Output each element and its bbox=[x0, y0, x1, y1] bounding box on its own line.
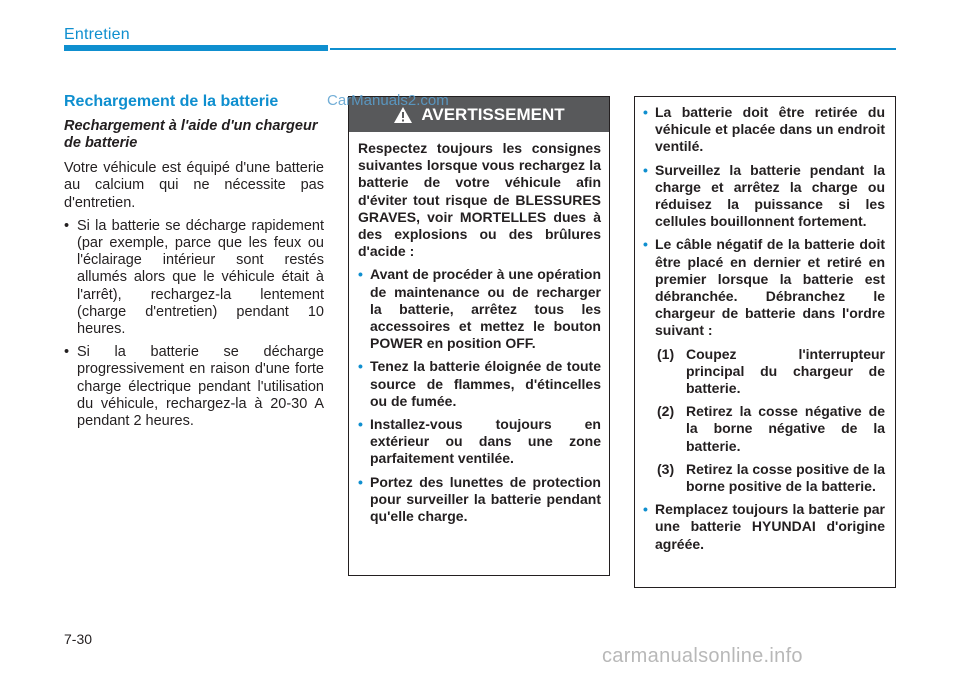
header-rule-thin bbox=[330, 48, 896, 50]
intro-paragraph: Votre véhicule est équipé d'une batterie au calcium qui ne nécessite pas d'entretien. bbox=[64, 160, 324, 211]
list-item: • Portez des lunettes de protection pour surveiller la batterie pendant qu'elle charge. bbox=[358, 474, 601, 526]
step-number: (2) bbox=[657, 403, 675, 420]
list-item: • Si la batterie se décharge rapidement (par exemple, parce que les feux ou l'éclairage intérieur sont restés allumés alors que le véhicule était à l'arrêt), rechargez-la lentement (charge d'entretien) pendant 10 heures. bbox=[64, 218, 324, 338]
warning-intro: Respectez toujours les consignes suivantes lorsque vous rechargez la batterie de votre véhicule afin d'éviter tout risque de BLESSURES GRAVES, voir MORTELLES dues à des explosions ou des brûlures d'acide : bbox=[358, 140, 601, 260]
step-number: (1) bbox=[657, 345, 675, 362]
list-item: • La batterie doit être retirée du véhicule et placée dans un endroit ventilé. bbox=[643, 104, 885, 156]
step-text: Retirez la cosse négative de la borne négative de la batterie. bbox=[686, 403, 885, 454]
step-text: Coupez l'interrupteur principal du chargeur de batterie. bbox=[686, 345, 885, 397]
step-item bbox=[657, 461, 885, 495]
warning-list bbox=[358, 266, 601, 525]
step-item bbox=[657, 346, 885, 398]
header-rule-thick bbox=[64, 45, 328, 51]
left-column bbox=[64, 93, 324, 436]
watermark-bottom: carmanualsonline.info bbox=[602, 645, 803, 667]
instruction-list bbox=[64, 218, 324, 430]
warning-title: AVERTISSEMENT bbox=[421, 104, 565, 124]
subsection-heading: Rechargement à l'aide d'un chargeur de batterie bbox=[64, 118, 318, 152]
watermark-top: CarManuals2.com bbox=[327, 92, 449, 109]
warning-continuation-body bbox=[635, 97, 895, 553]
section-heading: Rechargement de la batterie bbox=[64, 93, 279, 110]
disconnect-steps bbox=[643, 346, 885, 496]
list-item: • Le câble négatif de la batterie doit être placé en dernier et retiré en premier lorsque la batterie est débranchée. Débranchez le chargeur de batterie dans l'ordre suivant : bbox=[643, 236, 885, 339]
list-item: • Tenez la batterie éloignée de toute source de flammes, d'étincelles ou de fumée. bbox=[358, 358, 601, 410]
step-text: Retirez la cosse positive de la borne positive de la batterie. bbox=[686, 460, 885, 495]
list-item: • Remplacez toujours la batterie par une batterie HYUNDAI d'origine agréée. bbox=[643, 501, 885, 553]
list-item: • Si la batterie se décharge progressivement en raison d'une forte charge électrique pendant l'utilisation du véhicule, rechargez-la à 20-30 A pendant 2 heures. bbox=[64, 344, 324, 430]
continuation-list bbox=[643, 104, 885, 340]
warning-continuation-box bbox=[634, 96, 896, 588]
section-title: Entretien bbox=[64, 26, 130, 43]
warning-box bbox=[348, 96, 610, 576]
continuation-list-end bbox=[643, 501, 885, 553]
list-item: • Installez-vous toujours en extérieur ou dans une zone parfaitement ventilée. bbox=[358, 416, 601, 468]
page-number: 7-30 bbox=[64, 631, 93, 647]
step-item bbox=[657, 403, 885, 455]
list-item: • Avant de procéder à une opération de maintenance ou de recharger la batterie, arrêtez tous les accessoires et mettez le bouton POWER en position OFF. bbox=[358, 266, 601, 352]
step-number: (3) bbox=[657, 460, 675, 477]
list-item: • Surveillez la batterie pendant la charge et arrêtez la charge ou réduisez la puissance si les cellules bouillonnent fortement. bbox=[643, 162, 885, 231]
warning-body bbox=[349, 132, 609, 525]
